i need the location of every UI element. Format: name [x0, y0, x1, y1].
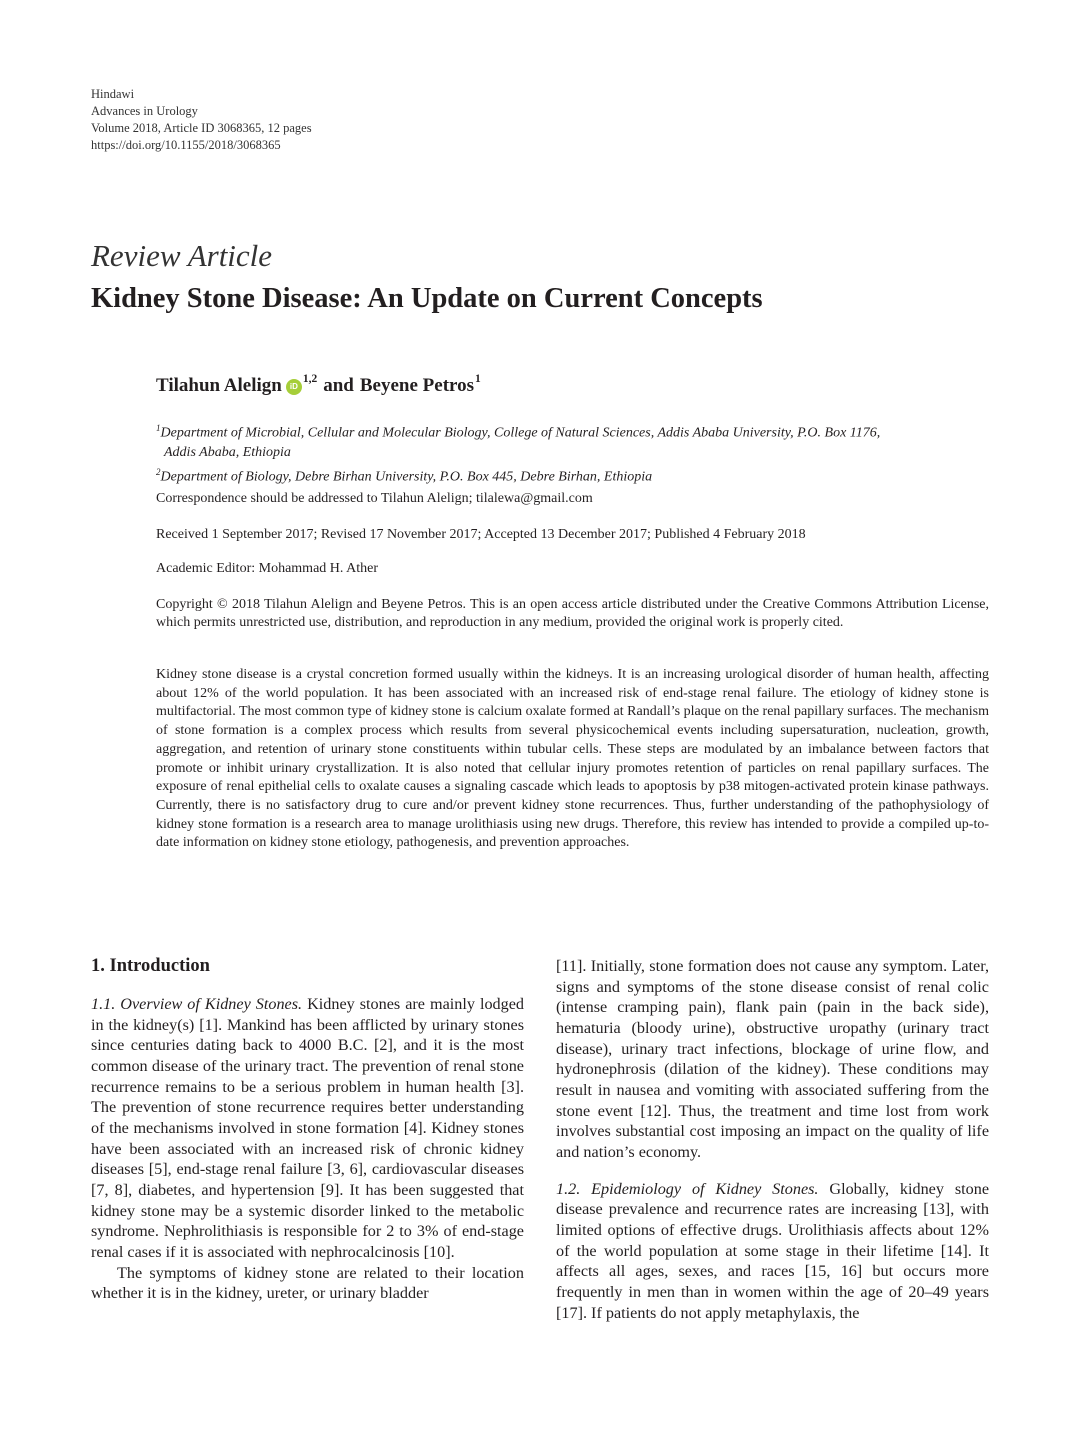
journal-meta [91, 86, 312, 154]
abstract: Kidney stone disease is a crystal concretion formed usually within the kidneys. It is an increasing urological disorder of human health, affecting about 12% of the world population. It has been associated with an increased risk of end-stage renal failure. The etiology of kidney stone is multifactorial. The most common type of kidney stone is calcium oxalate formed at Randall’s plaque on the renal papillary surfaces. The mechanism of stone formation is a complex process which results from several physicochemical events including supersaturation, nucleation, growth, aggregation, and retention of urinary stone constituents within tubular cells. These steps are modulated by an imbalance between factors that promote or inhibit urinary crystallization. It is also noted that cellular injury promotes retention of particles on renal papillary surfaces. The exposure of renal epithelial cells to oxalate causes a signaling cascade which leads to apoptosis by p38 mitogen-activated protein kinase pathways. Currently, there is no satisfactory drug to cure and/or prevent kidney stone recurrences. Thus, further understanding of the pathophysiology of kidney stone formation is a research area to manage urolithiasis using new drugs. Therefore, this review has intended to provide a compiled up-to-date information on kidney stone etiology, pathogenesis, and prevention approaches. [156, 667, 989, 851]
paragraph: [11]. Initially, stone formation does not cause any symptom. Later, signs and symptoms of the stone disease consist of renal colic (intense cramping pain), flank pain (pain in the back side), hematuria (bloody urine), obstructive uropathy (urinary tract disease), urinary tract infections, blockage of urine flow, and hydronephrosis (dilation of the kidney). These conditions may result in nausea and vomiting with associated suffering from the stone event [12]. Thus, the treatment and time lost from work involves substantial cost imposing an impact on the quality of life and nation’s economy. [556, 957, 989, 1161]
article-type: Review Article [91, 238, 273, 273]
paragraph: The symptoms of kidney stone are related to their location whether it is in the kidney, ureter, or urinary bladder [91, 1263, 524, 1303]
left-column [91, 994, 524, 1304]
affiliations [156, 419, 986, 487]
journal-name: Advances in Urology [91, 104, 198, 118]
affiliation-number: 2 [156, 466, 161, 477]
paragraph [556, 1179, 989, 1324]
right-column [556, 956, 989, 1323]
section-heading-introduction: 1. Introduction [91, 956, 210, 976]
author-affiliation-mark: 1,2 [302, 373, 318, 385]
affiliation-2 [156, 463, 986, 487]
author-name: Tilahun Alelign [156, 375, 282, 396]
affiliation-text: Department of Biology, Debre Birhan University, P.O. Box 445, Debre Birhan, Ethiopia [160, 469, 653, 485]
affiliation-text: Department of Microbial, Cellular and Molecular Biology, College of Natural Sciences, Addis Ababa University, P.O. Box 1176, [160, 425, 881, 441]
affiliation-number: 1 [156, 423, 161, 433]
doi-link[interactable]: https://doi.org/10.1155/2018/3068365 [91, 138, 281, 152]
author-affiliation-mark: 1 [475, 373, 481, 385]
orcid-icon[interactable]: iD [286, 379, 302, 395]
subsection-heading: 1.1. Overview of Kidney Stones. [91, 995, 303, 1013]
correspondence-line: Correspondence should be addressed to Tilahun Alelign; tilalewa@gmail.com [156, 491, 593, 506]
author-list [156, 375, 481, 397]
author-name: Beyene Petros [359, 375, 475, 396]
paragraph-text: Kidney stones are mainly lodged in the kidney(s) [1]. Mankind has been afflicted by urinary stones since centuries dating back to 4000 B.C. [2], and it is the most common disease of the urinary tract. The prevention of renal stone recurrence remains to be a serious problem in human health [3]. The prevention of stone recurrence requires better understanding of the mechanisms involved in stone formation [4]. Kidney stones have been associated with an increased risk of chronic kidney diseases [5], end-stage renal failure [3, 6], cardiovascular diseases [7, 8], diabetes, and hypertension [9]. It has been suggested that kidney stone may be a systemic disorder linked to the metabolic syndrome. Nephrolithiasis is responsible for 2 to 3% of end-stage renal cases if it is associated with nephrocalcinosis [10]. [91, 995, 525, 1261]
article-title: Kidney Stone Disease: An Update on Current Concepts [91, 283, 763, 314]
academic-editor-line: Academic Editor: Mohammad H. Ather [156, 561, 378, 576]
copyright-notice: Copyright © 2018 Tilahun Alelign and Beyene Petros. This is an open access article distributed under the Creative Commons Attribution License, which permits unrestricted use, distribution, and reproduction in any medium, provided the original work is properly cited. [156, 597, 989, 631]
subsection-heading: 1.2. Epidemiology of Kidney Stones. [556, 1179, 819, 1198]
journal-volume: Volume 2018, Article ID 3068365, 12 pages [91, 121, 312, 135]
author-connector: and [323, 375, 354, 396]
paragraph-text: Globally, kidney stone disease prevalence and recurrence rates are increasing [13], with limited options of effective drugs. Urolithiasis affects about 12% of the world population at some stage in their lifetime [14]. It affects all ages, sexes, and races [15, 16] but occurs more frequently in men than in women within the age of 20–49 years [17]. If patients do not apply metaphylaxis, the [556, 1179, 990, 1322]
publisher-name: Hindawi [91, 87, 135, 101]
dates-line: Received 1 September 2017; Revised 17 November 2017; Accepted 13 December 2017; Published 4 February 2018 [156, 527, 806, 542]
affiliation-1-continued: Addis Ababa, Ethiopia [164, 445, 291, 461]
paragraph [91, 994, 524, 1263]
affiliation-1 [156, 419, 986, 443]
